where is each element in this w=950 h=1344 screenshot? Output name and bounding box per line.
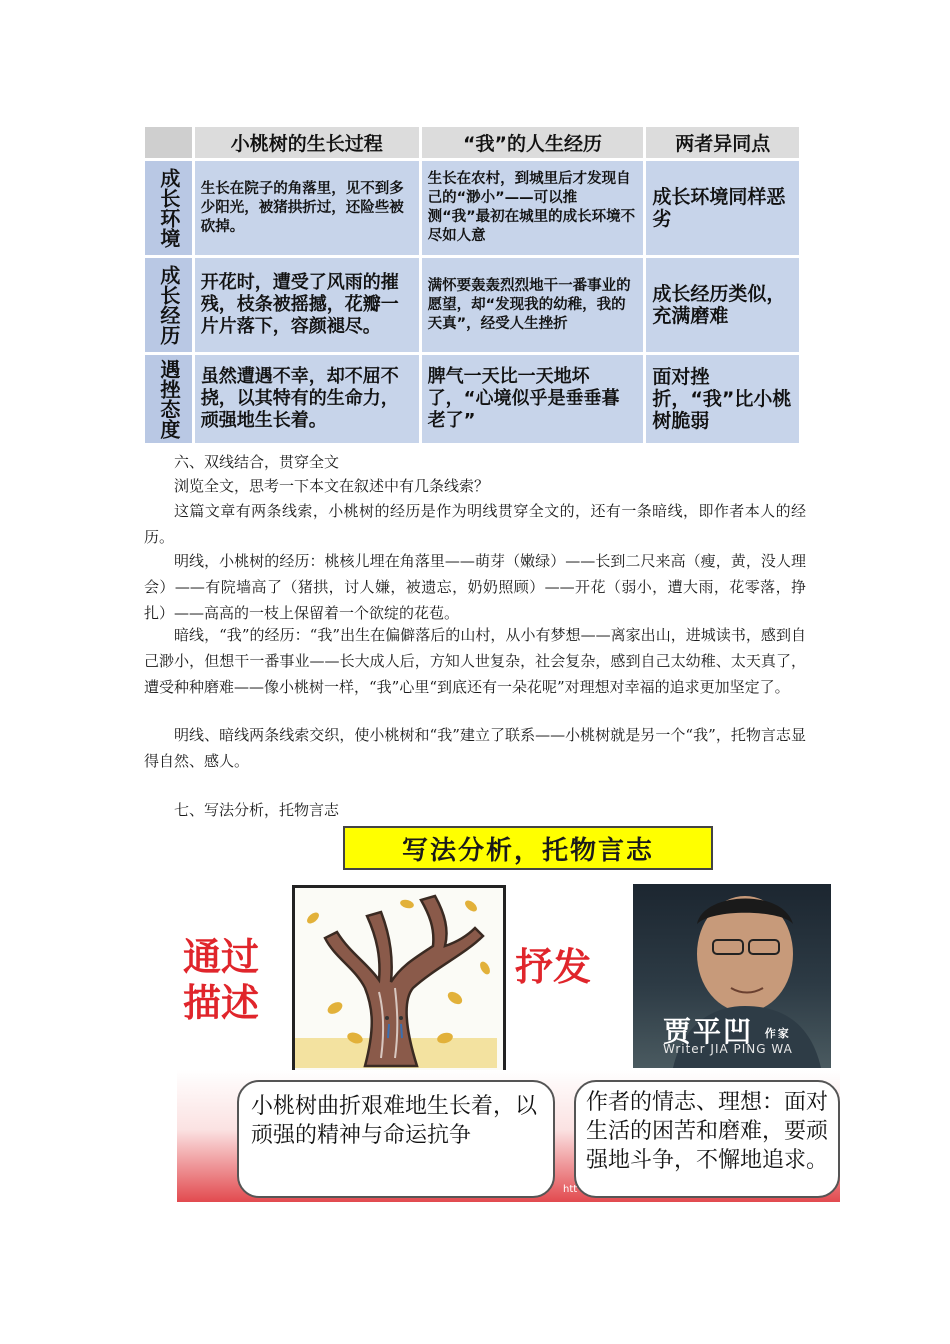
section6-paragraph-1: 这篇文章有两条线索，小桃树的经历是作为明线贯穿全文的，还有一条暗线，即作者本人的经历。: [144, 502, 806, 546]
section7-heading: 七、写法分析，托物言志: [174, 801, 340, 819]
table-row: [145, 161, 799, 255]
cell-me: 脾气一天比一天地坏了，“心境似乎是垂垂暮老了”: [422, 355, 644, 443]
portrait-name-small: 作家: [764, 1027, 791, 1040]
slide-watermark: htt: [563, 1184, 578, 1195]
row-label: 成长环境: [145, 161, 192, 255]
slide-word-miaoshu: 描述: [183, 981, 260, 1025]
cell-tree: 虽然遭遇不幸，却不屈不挠，以其特有的生命力，顽强地生长着。: [195, 355, 419, 443]
author-portrait-image: [633, 884, 831, 1068]
row-label: 遇挫态度: [145, 355, 192, 443]
table-header-corner: [145, 127, 192, 158]
cell-tree: 生长在院子的角落里，见不到多少阳光，被猪拱折过，还险些被砍掉。: [195, 161, 419, 255]
section6-paragraph-2: 明线，小桃树的经历：桃核儿埋在角落里——萌芽（嫩绿）——长到二尺来高（瘦，黄，没人理会）——有院墙高了（猪拱，讨人嫌，被遗忘，奶奶照顾）——开花（弱小，遭大雨，花零落，挣扎）——高高的一枝上保留着一个欲绽的花苞。: [144, 552, 806, 622]
section6-paragraph-4: 明线、暗线两条线索交织，使小桃树和“我”建立了联系——小桃树就是另一个“我”，托物言志显得自然、感人。: [144, 726, 806, 770]
cell-compare: 面对挫折，“我”比小桃树脆弱: [646, 355, 799, 443]
bubble-tree-description: 小桃树曲折艰难地生长着，以顽强的精神与命运抗争: [237, 1080, 555, 1198]
cell-compare: 成长环境同样恶劣: [646, 161, 799, 255]
slide-title: 写法分析，托物言志: [343, 826, 713, 870]
cell-me: 满怀要轰轰烈烈地干一番事业的愿望，却“发现我的幼稚，我的天真”，经受人生挫折: [422, 258, 644, 352]
row-label: 成长经历: [145, 258, 192, 352]
table-row: [145, 258, 799, 352]
comparison-table: [142, 124, 802, 446]
section6-heading: 六、双线结合，贯穿全文: [174, 453, 340, 471]
portrait-name-en: Writer JIA PING WA: [663, 1042, 793, 1056]
cell-compare: 成长经历类似，充满磨难: [646, 258, 799, 352]
comparison-table-image: [142, 124, 802, 437]
cell-me: 生长在农村，到城里后才发现自己的“渺小”——可以推测“我”最初在城里的成长环境不尽如人意: [422, 161, 644, 255]
slide-word-shufa: 抒发: [515, 945, 592, 989]
cell-tree: 开花时，遭受了风雨的摧残，枝条被摇撼，花瓣一片片落下，容颜褪尽。: [195, 258, 419, 352]
tree-drawing-icon: [292, 885, 506, 1077]
table-header-tree: 小桃树的生长过程: [195, 127, 419, 158]
table-row: [145, 355, 799, 443]
slide-word-tongguo: 通过: [183, 935, 260, 979]
bubble-author-aspiration: 作者的情志、理想：面对生活的困苦和磨难，要顽强地斗争，不懈地追求。: [574, 1080, 840, 1198]
table-header-row: [145, 127, 799, 158]
section6-question: 浏览全文，思考一下本文在叙述中有几条线索？: [174, 477, 490, 495]
writing-analysis-slide: [177, 822, 840, 1202]
section6-paragraph-3: 暗线，“我”的经历：“我”出生在偏僻落后的山村，从小有梦想——离家出山，进城读书，感到自己渺小，但想干一番事业——长大成人后，方知人世复杂，社会复杂，感到自己太幼稚、太天真了，遭受种种磨难——像小桃树一样，“我”心里“到底还有一朵花呢”对理想对幸福的追求更加坚定了。: [144, 626, 806, 696]
portrait-name-text: 贾平凹: [663, 1015, 754, 1048]
table-header-me: “我”的人生经历: [422, 127, 644, 158]
table-header-compare: 两者异同点: [646, 127, 799, 158]
